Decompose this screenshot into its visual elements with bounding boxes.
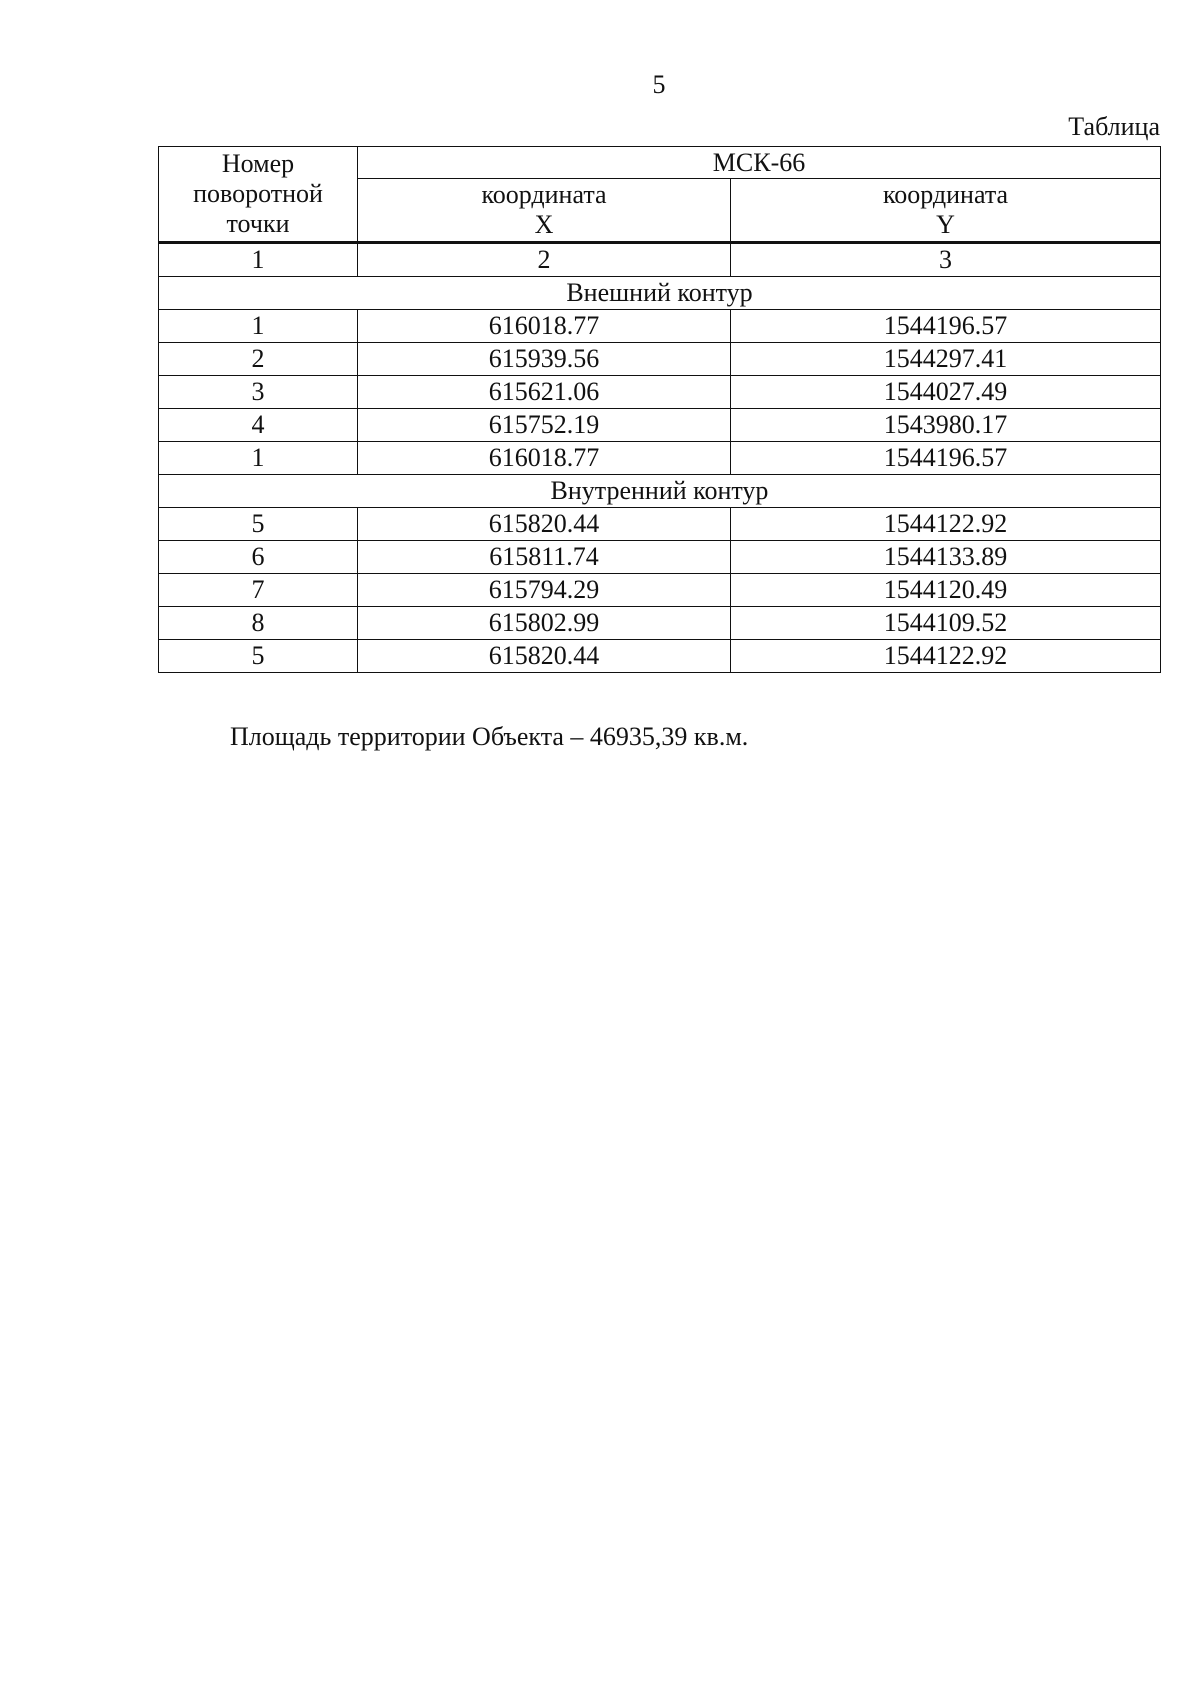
table-row (159, 310, 1161, 343)
section-title: Внешний контур (159, 277, 1161, 310)
point-number-cell: 4 (159, 409, 358, 442)
point-number-cell: 5 (159, 508, 358, 541)
point-number-cell: 8 (159, 607, 358, 640)
coordinate-x-cell: 616018.77 (358, 442, 731, 475)
coordinate-x-cell: 615621.06 (358, 376, 731, 409)
area-statement: Площадь территории Объекта – 46935,39 кв.м. (230, 722, 749, 751)
header-coordinate-x: координата X (358, 179, 731, 243)
column-number: 3 (731, 243, 1161, 277)
coordinate-y-cell: 1544297.41 (731, 343, 1161, 376)
coordinate-y-cell: 1544122.92 (731, 508, 1161, 541)
point-number-cell: 5 (159, 640, 358, 673)
coordinate-y-cell: 1544027.49 (731, 376, 1161, 409)
coordinate-y-cell: 1544109.52 (731, 607, 1161, 640)
column-number: 1 (159, 243, 358, 277)
coordinates-table (158, 146, 1161, 673)
point-number-cell: 6 (159, 541, 358, 574)
page-number: 5 (652, 70, 666, 99)
header-coordinate-system: МСК-66 (358, 147, 1161, 179)
coordinate-x-cell: 615820.44 (358, 508, 731, 541)
point-number-cell: 3 (159, 376, 358, 409)
table-row (159, 409, 1161, 442)
coordinate-x-cell: 615939.56 (358, 343, 731, 376)
coordinate-y-cell: 1544196.57 (731, 442, 1161, 475)
coordinate-x-cell: 615820.44 (358, 640, 731, 673)
column-number: 2 (358, 243, 731, 277)
coordinate-x-cell: 615752.19 (358, 409, 731, 442)
table-row (159, 541, 1161, 574)
coordinate-x-cell: 615811.74 (358, 541, 731, 574)
table-row (159, 343, 1161, 376)
coordinate-y-cell: 1544122.92 (731, 640, 1161, 673)
table-row (159, 508, 1161, 541)
coordinate-x-cell: 615802.99 (358, 607, 731, 640)
coordinate-x-cell: 616018.77 (358, 310, 731, 343)
table-row (159, 607, 1161, 640)
header-point-number: Номер поворотной точки (159, 147, 358, 243)
point-number-cell: 2 (159, 343, 358, 376)
table-caption: Таблица (1068, 112, 1160, 141)
coordinate-y-cell: 1544196.57 (731, 310, 1161, 343)
header-coordinate-y: координата Y (731, 179, 1161, 243)
coordinate-x-cell: 615794.29 (358, 574, 731, 607)
point-number-cell: 7 (159, 574, 358, 607)
table-row (159, 640, 1161, 673)
point-number-cell: 1 (159, 442, 358, 475)
coordinate-y-cell: 1544133.89 (731, 541, 1161, 574)
point-number-cell: 1 (159, 310, 358, 343)
table-row (159, 574, 1161, 607)
table-row (159, 442, 1161, 475)
table-row (159, 376, 1161, 409)
coordinate-y-cell: 1543980.17 (731, 409, 1161, 442)
section-title: Внутренний контур (159, 475, 1161, 508)
coordinate-y-cell: 1544120.49 (731, 574, 1161, 607)
